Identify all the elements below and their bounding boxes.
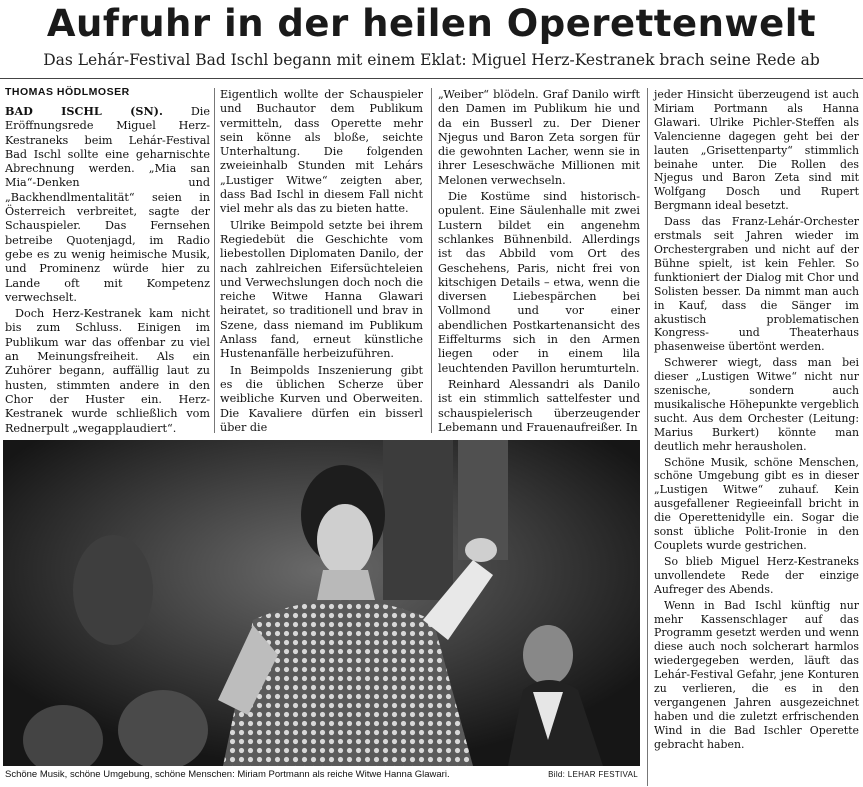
divider <box>0 78 863 79</box>
article-column-1 <box>5 104 210 438</box>
paragraph: Schöne Musik, schöne Menschen, schöne Umgebung gibt es in dieser „Lustigen Witwe“ zuhauf. Kein ausgefallener Regieeinfall bricht in die Operettenidylle ein. Sogar die sonst übliche Polit-Ironie in den Couplets wurde gestrichen. <box>654 455 859 552</box>
article-column-3 <box>438 88 640 437</box>
paragraph: Die Kostüme sind historisch-opulent. Eine Säulenhalle mit zwei Lustern bildet ein angenehm schlankes Bühnenbild. Allerdings ist das Abbild vom Ort des Geschehens, Paris, nicht frei von kitschigen Details – etwa, wenn die diversen Liebespärchen bei Vollmond und vor einer abendlichen Postkartenansicht des Eiffelturms sich in den Armen liegen oder in einem lila leuchtenden Pavillon herumturteln. <box>438 190 640 375</box>
paragraph: Ulrike Beimpold setzte bei ihrem Regiedebüt die Geschichte vom liebestollen Diplomaten Danilo, der nach zahlreichen Eifersüchteleien und Verwechslungen doch noch die reiche Witwe Hanna Glawari heiratet, so traditionell und brav in Szene, dass niemand im Publikum Anlass fand, erneut künstliche Hustenanfälle herbeizuführen. <box>220 218 423 361</box>
paragraph: Doch Herz-Kestranek kam nicht bis zum Schluss. Einigen im Publikum war das offenbar zu viel an Meinungsfreiheit. Als ein Zuhörer begann, auffällig laut zu husten, stimmten andere in den Chor der Huster ein. Herz-Kestranek wurde schließlich vom Rednerpult „wegapplaudiert“. <box>5 307 210 435</box>
photo-caption <box>5 769 640 781</box>
paragraph-text: Die Eröffnungsrede Miguel Herz-Kestraneks beim Lehár-Festival Bad Ischl sollte eine geharnischte Abrechnung werden. „Mia san Mia“-Denken und „Backhendlmentalität“ seien in Österreich verbreitet, sagte der Schauspieler. Das Fernsehen betreibe Quotenjagd, im Radio gebe es zu wenig heimische Musik, und Prominenz würde hier zu Lande oft mit Kompetenz verwechselt. <box>5 105 210 304</box>
headline: Aufruhr in der heilen Operettenwelt <box>46 2 817 45</box>
caption-text: Schöne Musik, schöne Umgebung, schöne Menschen: Miriam Portmann als reiche Witwe Hanna Glawari. <box>5 769 450 780</box>
dateline: BAD ISCHL (SN). <box>5 104 163 118</box>
photo-credit: Bild: LEHAR FESTIVAL <box>548 770 638 779</box>
paragraph: So blieb Miguel Herz-Kestraneks unvollendete Rede der einzige Aufreger des Abends. <box>654 554 859 596</box>
column-divider <box>647 88 648 786</box>
paragraph <box>5 104 210 305</box>
photo-illustration <box>3 440 640 766</box>
paragraph: Wenn in Bad Ischl künftig nur mehr Kassenschlager auf das Programm gesetzt werden und wenn diese auch noch solcherart harmlos wiedergegeben werden, läuft das Lehár-Festival Gefahr, jene Konturen zu verlieren, die es in den vergangenen Jahren ausgezeichnet haben und die zuletzt erfrischenden Wind in die Bad Ischler Operette gebracht haben. <box>654 598 859 751</box>
paragraph: Schwerer wiegt, dass man bei dieser „Lustigen Witwe“ nicht nur szenische, sondern auch musikalische Höhepunkte vergeblich sucht. Aus dem Orchester (Leitung: Marius Burkert) könnte man deutlich mehr herausholen. <box>654 356 859 453</box>
paragraph: Reinhard Alessandri als Danilo ist ein stimmlich sattelfester und schauspielerisch überzeugender Lebemann und Frauenaufreißer. In <box>438 377 640 434</box>
paragraph: „Weiber“ blödeln. Graf Danilo wirft den Damen im Publikum hie und da ein Busserl zu. Der Diener Njegus und Baron Zeta sorgen für die gewohnten Lacher, wenn sie in ihrer Leseschwäche Millionen mit Melonen verwechseln. <box>438 88 640 187</box>
column-divider <box>214 88 215 433</box>
paragraph: Eigentlich wollte der Schauspieler und Buchautor dem Publikum vermitteln, dass Operette mehr sein könne als bloße, seichte Unterhaltung. Die folgenden zweieinhalb Stunden mit Lehárs „Lustiger Witwe“ zeigten aber, dass Bad Ischl in diesem Fall nicht viel mehr als das zu bieten hatte. <box>220 88 423 216</box>
article-photo <box>3 440 640 766</box>
paragraph: jeder Hinsicht überzeugend ist auch Miriam Portmann als Hanna Glawari. Ulrike Pichler-Steffen als Valencienne dagegen geht bei der lauten „Grisettenparty“ stimmlich beinahe unter. Die Rollen des Njegus und Baron Zeta sind mit Wolfgang Dosch und Rupert Bergmann ideal besetzt. <box>654 88 859 213</box>
column-divider <box>431 88 432 433</box>
author-byline: THOMAS HÖDLMOSER <box>5 86 130 98</box>
subheadline: Das Lehár-Festival Bad Ischl begann mit einem Eklat: Miguel Herz-Kestranek brach seine Rede ab <box>43 51 820 69</box>
article-column-2 <box>220 88 423 437</box>
paragraph: In Beimpolds Inszenierung gibt es die üblichen Scherze über weibliche Kurven und Oberweiten. Die Kavaliere dürfen ein bisserl über die <box>220 363 423 434</box>
article-column-4 <box>654 88 859 786</box>
paragraph: Dass das Franz-Lehár-Orchester erstmals seit Jahren wieder im Orchestergraben und nicht auf der Bühne spielt, ist kein Fehler. So funktioniert der Dialog mit Chor und Solisten besser. Da nimmt man auch in Kauf, dass die Sänger im akustisch problematischen Kongress- und Theaterhaus phasenweise übertönt werden. <box>654 215 859 354</box>
